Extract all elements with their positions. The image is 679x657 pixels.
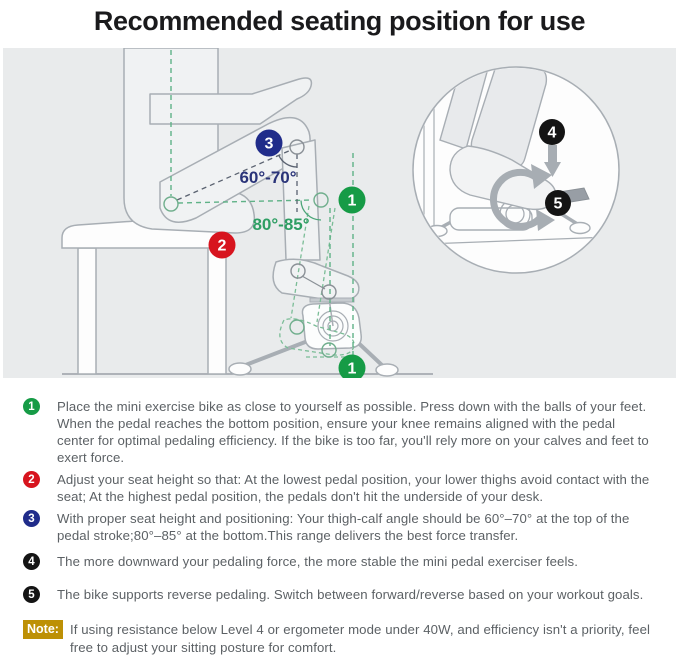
step-badge-4: 4	[23, 553, 40, 570]
person-foot	[273, 259, 359, 300]
inset-detail	[413, 66, 619, 273]
instruction-list	[23, 398, 668, 657]
press-down-arrow-shaft	[548, 145, 557, 163]
instruction-text-4: The more downward your pedaling force, the more stable the mini pedal exerciser feels.	[57, 554, 578, 569]
angle-label-top: 60°-70°	[239, 168, 297, 187]
note-text: If using resistance below Level 4 or ergometer mode under 40W, and efficiency isn't a priority, feel free to adjust your sitting posture for comfort.	[69, 622, 651, 655]
diagram-badge-5-label: 5	[553, 195, 563, 213]
stool	[62, 220, 227, 374]
note-label: Note:	[23, 620, 63, 639]
instruction-text-5: The bike supports reverse pedaling. Switch between forward/reverse based on your workout goals.	[57, 587, 644, 602]
page-title: Recommended seating position for use	[93, 6, 586, 36]
instruction-item-4	[23, 553, 668, 570]
bike-front-foot	[376, 364, 398, 376]
seating-position-diagram	[3, 48, 676, 378]
instruction-text-3: With proper seat height and positioning: Your thigh-calf angle should be 60°–70° at the top of the pedal stroke;80°–85° at the bottom.This range delivers the best force transfer.	[57, 511, 630, 543]
step-badge-3: 3	[23, 510, 40, 527]
bike-rear-foot	[229, 363, 251, 375]
stool-right-leg	[208, 248, 226, 374]
diagram-badge-2-label: 2	[217, 237, 227, 255]
instruction-text-2: Adjust your seat height so that: At the lowest pedal position, your lower thighs avoid contact with the seat; At the highest pedal position, the pedals don't hit the underside of your desk.	[57, 472, 650, 504]
instruction-item-3	[23, 510, 668, 544]
bike-rear-tube	[243, 339, 313, 366]
angle-label-bottom: 80°-85°	[252, 215, 310, 234]
instruction-item-2	[23, 471, 668, 505]
inset-bike-front-foot	[570, 223, 590, 234]
stool-left-leg	[78, 248, 96, 374]
diagram-badge-1a-label: 1	[347, 192, 357, 210]
step-badge-1: 1	[23, 398, 40, 415]
step-badge-2: 2	[23, 471, 40, 488]
note-row	[23, 621, 668, 657]
ankle-joint-bottom	[290, 320, 304, 334]
instruction-item-1	[23, 398, 668, 466]
illustration-panel	[3, 48, 676, 378]
step-badge-5: 5	[23, 586, 40, 603]
diagram-badge-1b-label: 1	[347, 360, 357, 378]
instruction-item-5	[23, 586, 668, 603]
diagram-badge-3-label: 3	[264, 135, 274, 153]
mini-exercise-bike	[229, 298, 398, 376]
instruction-text-1: Place the mini exercise bike as close to yourself as possible. Press down with the balls of your feet. When the pedal reaches the bottom position, ensure your knee remains aligned with the pedal center for optimal pedaling efficiency. If the bike is too far, you'll rely more on your calves and feet to exert force.	[57, 399, 649, 465]
diagram-badge-4-label: 4	[547, 124, 557, 142]
